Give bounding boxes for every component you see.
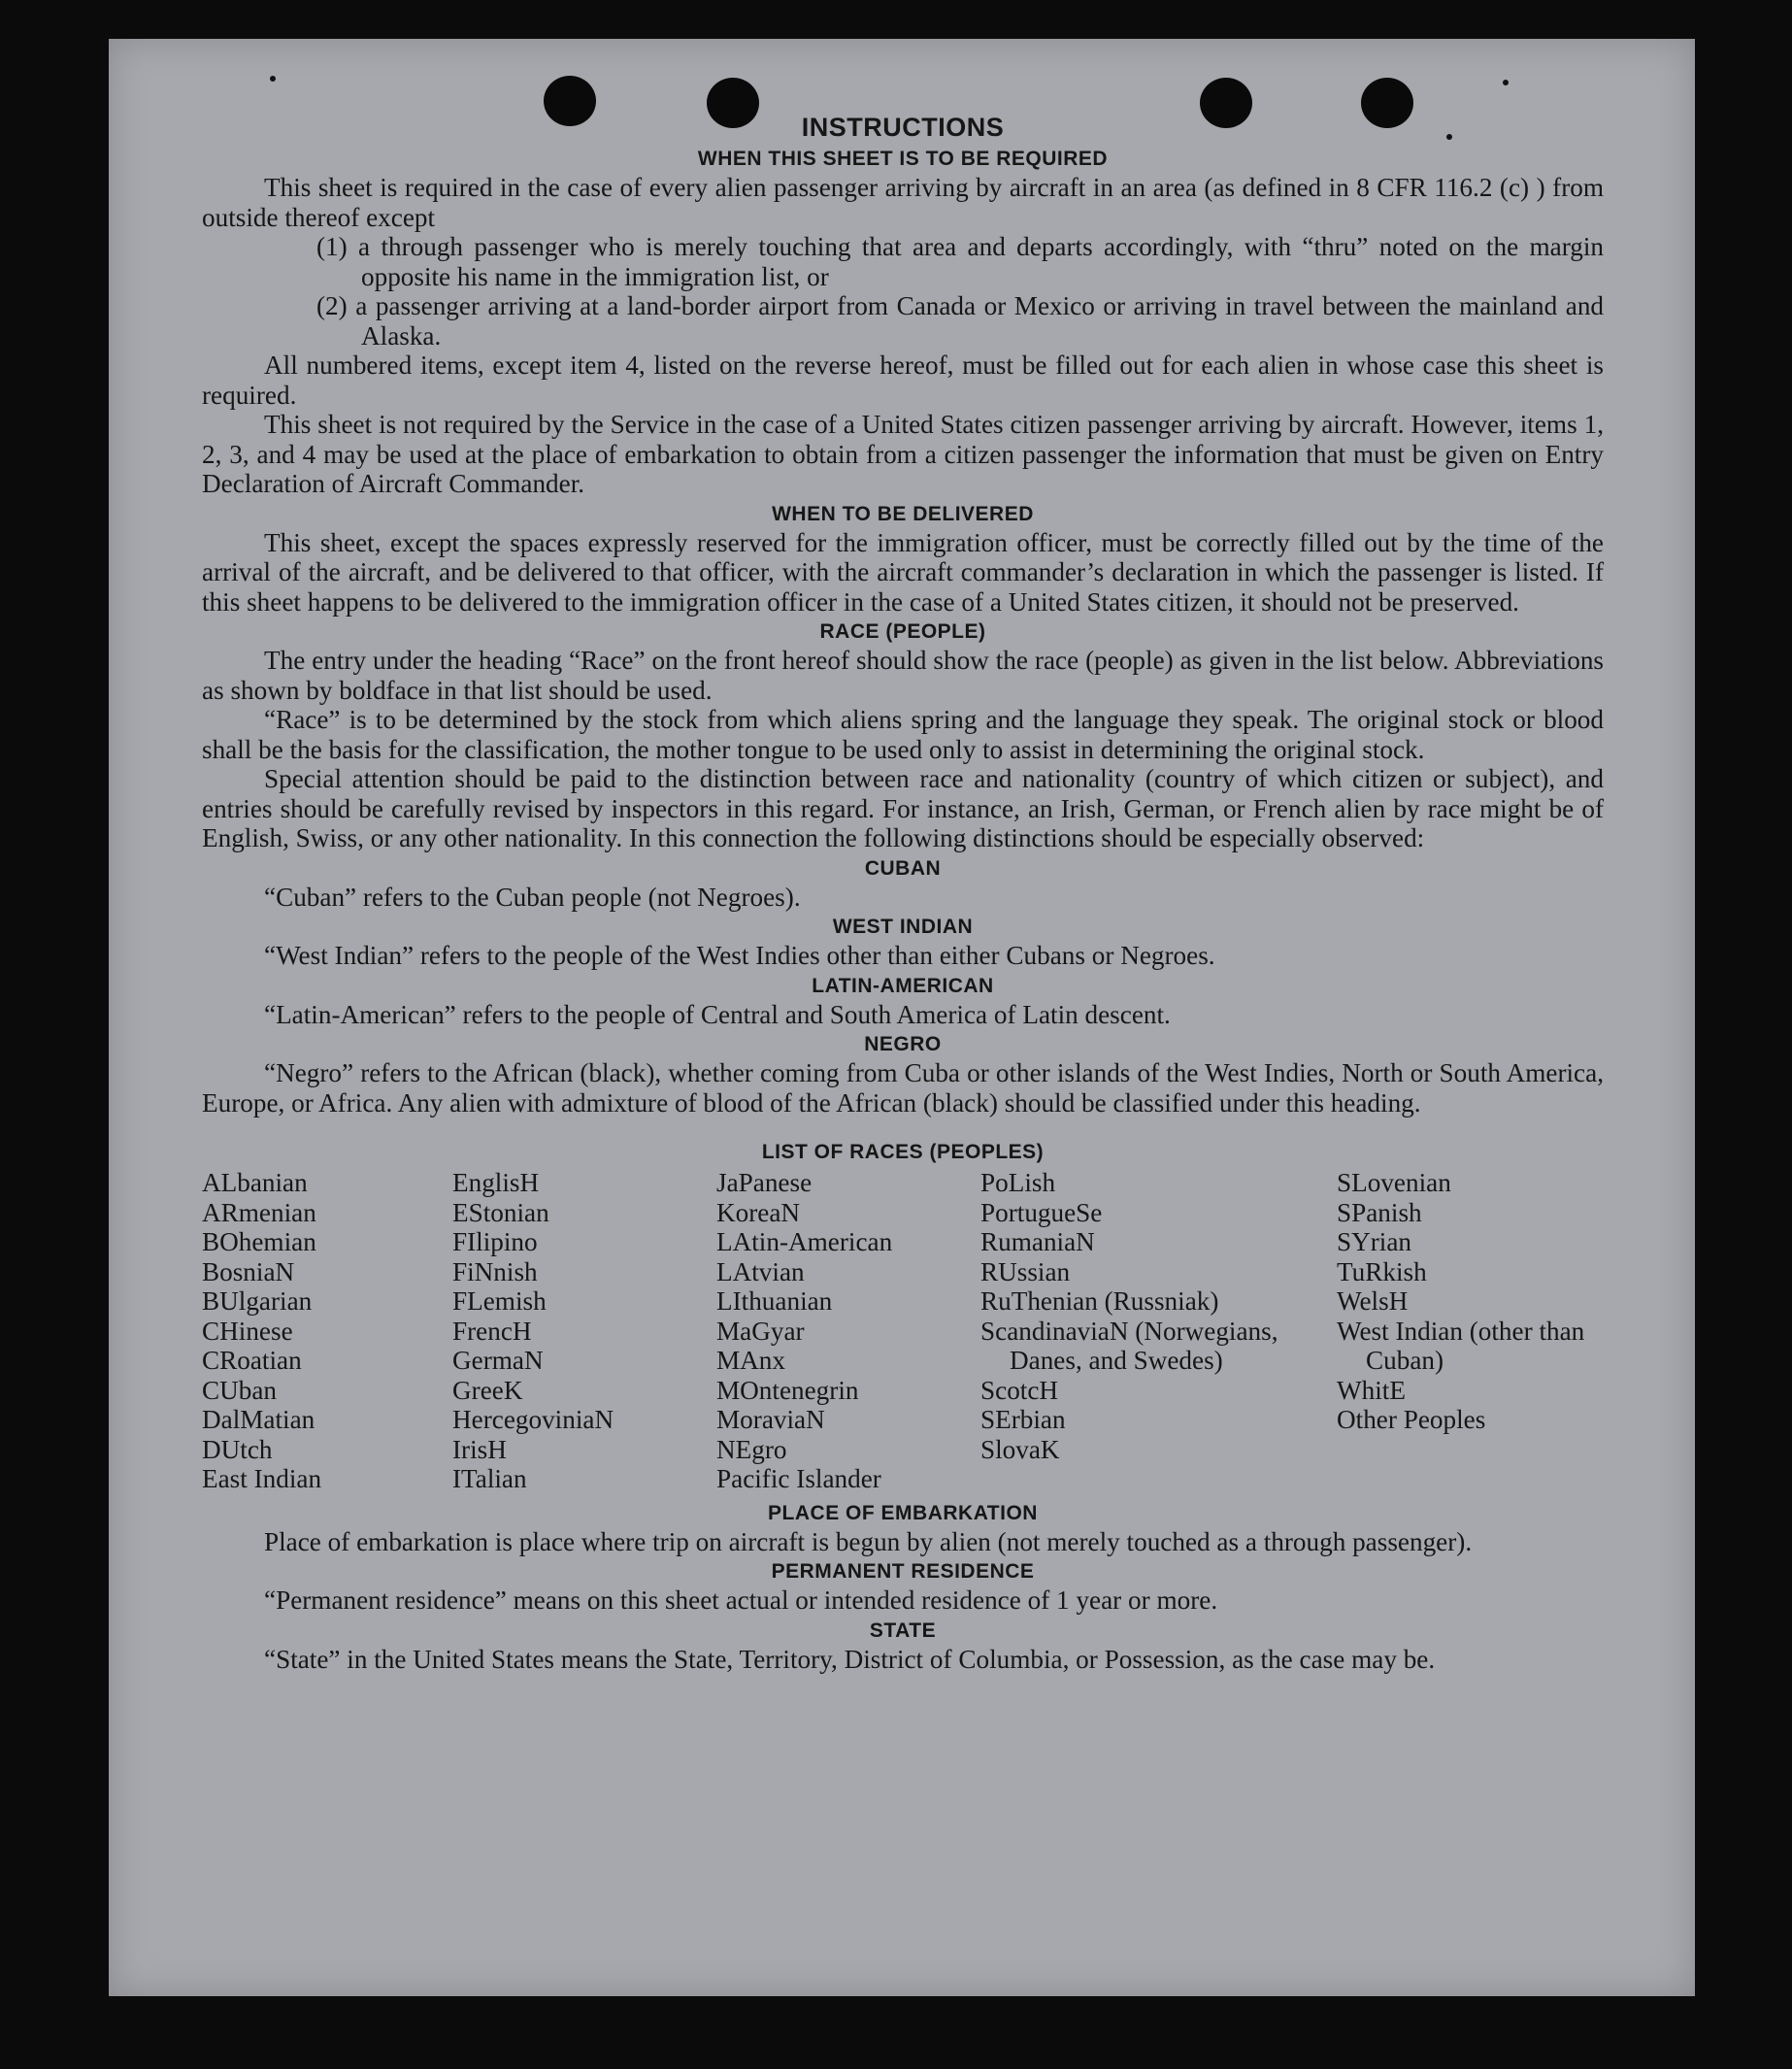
definition: “Negro” refers to the African (black), whether coming from Cuba or other islands of the West Indies, North or South America, Europe, or Africa. Any alien with admixture of blood of the African (black) should be classified under this heading. [202, 1058, 1604, 1118]
race-entry: WelsH [1337, 1286, 1409, 1316]
race-entry: FLemish [452, 1286, 547, 1316]
race-entry: EStonian [452, 1197, 549, 1227]
races-list [202, 1168, 1604, 1494]
race-entry: KoreaN [716, 1197, 801, 1227]
race-entry: EnglisH [452, 1168, 540, 1197]
race-entry: SLovenian [1337, 1168, 1451, 1197]
race-entry: FrencH [452, 1316, 532, 1346]
race-entry: ITalian [452, 1464, 527, 1493]
race-entry: CHinese [202, 1316, 293, 1346]
section-heading: PLACE OF EMBARKATION [768, 1501, 1038, 1524]
section-heading: WHEN TO BE DELIVERED [772, 502, 1034, 525]
speck [270, 76, 276, 82]
list-item: (2) a passenger arriving at a land-border airport from Canada or Mexico or arriving in travel between the mainland and Alaska. [316, 291, 1604, 350]
section-heading: NEGRO [864, 1033, 942, 1055]
section-heading: LATIN-AMERICAN [812, 974, 994, 997]
race-entry: DUtch [202, 1434, 273, 1464]
race-entry: RumaniaN [980, 1227, 1095, 1256]
section-heading: STATE [869, 1618, 937, 1642]
paragraph: “State” in the United States means the State, Territory, District of Columbia, or Possession, as the case may be. [264, 1644, 1436, 1674]
race-entry: JaPanese [716, 1168, 813, 1197]
race-entry: PortugueSe [980, 1197, 1103, 1227]
paragraph: “Permanent residence” means on this sheet actual or intended residence of 1 year or more. [264, 1585, 1218, 1615]
races-column [716, 1168, 980, 1494]
paragraph: “Race” is to be determined by the stock from which aliens spring and the language they speak. The original stock or blood shall be the basis for the classification, the mother tongue to be used only to assist in determining the original stock. [202, 705, 1604, 764]
races-column [202, 1168, 452, 1494]
race-entry: RUssian [980, 1256, 1071, 1286]
paragraph: This sheet is not required by the Service in the case of a United States citizen passenger arriving by aircraft. However, items 1, 2, 3, and 4 may be used at the place of embarkation to obtain from a citizen passenger the information that must be given on Entry Declaration of Aircraft Commander. [202, 410, 1604, 498]
definition: “West Indian” refers to the people of the West Indies other than either Cubans or Negroes. [264, 941, 1215, 970]
races-column [452, 1168, 716, 1494]
races-column [1337, 1168, 1609, 1494]
race-entry: MoraviaN [716, 1405, 825, 1434]
race-entry: WhitE [1337, 1375, 1406, 1405]
race-entry: NEgro [716, 1434, 787, 1464]
race-entry: MaGyar [716, 1316, 805, 1346]
speck [1503, 80, 1509, 85]
race-entry: Other Peoples [1337, 1405, 1486, 1434]
race-entry: MOntenegrin [716, 1375, 859, 1405]
race-entry: ARmenian [202, 1197, 316, 1227]
race-entry: IrisH [452, 1434, 507, 1464]
race-entry: MAnx [716, 1346, 785, 1375]
race-entry: ALbanian [202, 1168, 308, 1197]
paragraph: Special attention should be paid to the distinction between race and nationality (country of which citizen or subject), and entries should be carefully revised by inspectors in this regard. For instance, an Irish, German, or French alien by race might be of English, Swiss, or any other nationality. In this connection the following distinctions should be especially observed: [202, 764, 1604, 852]
race-entry: ScotcH [980, 1375, 1059, 1405]
race-entry: East Indian [202, 1464, 322, 1493]
section-heading: PERMANENT RESIDENCE [771, 1560, 1035, 1583]
races-column [980, 1168, 1337, 1494]
race-entry: BOhemian [202, 1227, 316, 1256]
race-entry: RuThenian (Russniak) [980, 1286, 1219, 1316]
race-entry: LAtvian [716, 1256, 805, 1286]
race-entry: GreeK [452, 1375, 523, 1405]
paragraph: Place of embarkation is place where trip on aircraft is begun by alien (not merely touched as a through passenger). [264, 1526, 1473, 1556]
paragraph: The entry under the heading “Race” on the front hereof should show the race (people) as given in the list below. Abbreviations as shown by boldface in that list should be used. [202, 646, 1604, 705]
race-entry: BUlgarian [202, 1286, 313, 1316]
section-heading: LIST OF RACES (PEOPLES) [761, 1141, 1045, 1163]
section-heading: WHEN THIS SHEET IS TO BE REQUIRED [697, 148, 1109, 170]
race-entry: SErbian [980, 1405, 1066, 1434]
race-entry: TuRkish [1337, 1256, 1427, 1286]
section-heading: CUBAN [864, 856, 942, 880]
race-entry: SYrian [1337, 1227, 1412, 1256]
race-entry: SPanish [1337, 1197, 1422, 1227]
race-entry: FiNnish [452, 1256, 538, 1286]
race-entry: West Indian (other than Cuban) [1337, 1316, 1585, 1375]
race-entry: SlovaK [980, 1434, 1060, 1464]
race-entry: CRoatian [202, 1346, 302, 1375]
race-entry: LAtin-American [716, 1227, 893, 1256]
race-entry: HercegoviniaN [452, 1405, 614, 1434]
list-item: (1) a through passenger who is merely touching that area and departs accordingly, with “thru” noted on the margin opposite his name in the immigration list, or [316, 232, 1604, 291]
definition: “Latin-American” refers to the people of Central and South America of Latin descent. [264, 999, 1171, 1029]
paragraph: All numbered items, except item 4, listed on the reverse hereof, must be filled out for each alien in whose case this sheet is required. [202, 350, 1604, 410]
race-entry: ScandinaviaN (Norwegians, Danes, and Swedes) [980, 1316, 1278, 1375]
section-heading: WEST INDIAN [832, 916, 974, 938]
paragraph: This sheet is required in the case of every alien passenger arriving by aircraft in an area (as defined in 8 CFR 116.2 (c) ) from outside thereof except [202, 173, 1604, 232]
race-entry: FIlipino [452, 1227, 538, 1256]
race-entry: PoLish [980, 1168, 1056, 1197]
race-entry: CUban [202, 1375, 278, 1405]
section-heading: RACE (PEOPLE) [819, 620, 986, 643]
race-entry: DalMatian [202, 1405, 315, 1434]
definition: “Cuban” refers to the Cuban people (not Negroes). [264, 882, 801, 912]
page-title: INSTRUCTIONS [801, 113, 1005, 142]
document-sheet [109, 39, 1695, 1996]
race-entry: Pacific Islander [716, 1464, 881, 1493]
race-entry: BosniaN [202, 1256, 295, 1286]
race-entry: LIthuanian [716, 1286, 833, 1316]
instructions-content [202, 111, 1604, 1674]
paragraph: This sheet, except the spaces expressly reserved for the immigration officer, must be correctly filled out by the time of the arrival of the aircraft, and be delivered to that officer, with the aircraft commander’s declaration in which the passenger is listed. If this sheet happens to be delivered to the immigration officer in the case of a United States citizen, it should not be preserved. [202, 527, 1604, 617]
race-entry: GermaN [452, 1346, 544, 1375]
